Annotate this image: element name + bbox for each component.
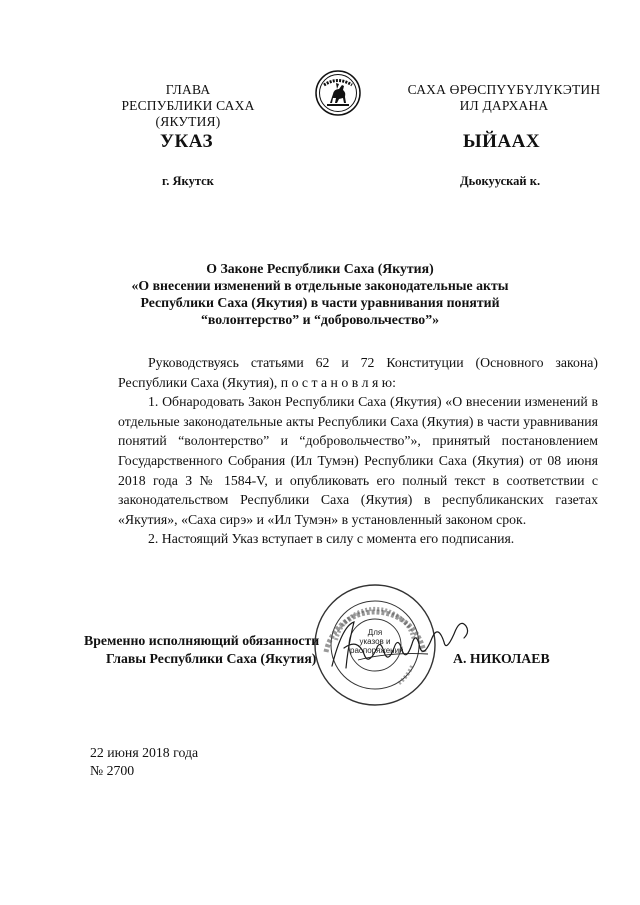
city-sakha: Дьокуускай к. bbox=[460, 174, 541, 188]
title-line1: О Законе Республики Саха (Якутия) bbox=[206, 261, 434, 276]
title-line2: «О внесении изменений в отдельные законодательные акты bbox=[131, 278, 509, 293]
decree-number: № 2700 bbox=[90, 763, 135, 778]
header-left bbox=[88, 82, 288, 130]
preamble: Руководствуясь статьями 62 и 72 Конституции (Основного закона) Республики Саха (Якутия), п о с т а н о в л я ю: bbox=[118, 355, 598, 390]
item-2: 2. Настоящий Указ вступает в силу с момента его подписания. bbox=[148, 531, 515, 547]
signatory-name: А. НИКОЛАЕВ bbox=[453, 651, 550, 666]
title-line4: “волонтерство” и “добровольчество”» bbox=[200, 312, 440, 327]
emblem bbox=[315, 70, 361, 116]
title-line3: Республики Саха (Якутия) в части уравнивания понятий bbox=[140, 295, 500, 310]
city-ru: г. Якутск bbox=[162, 174, 214, 188]
document-title bbox=[0, 260, 640, 328]
doc-type-sakha: ЫЙААХ bbox=[463, 131, 541, 152]
signatory-line2: Главы Республики Саха (Якутия) bbox=[106, 651, 317, 666]
signatory-line1: Временно исполняющий обязанности bbox=[84, 633, 320, 648]
header-left-line2: РЕСПУБЛИКИ САХА (ЯКУТИЯ) bbox=[121, 98, 255, 129]
signatory-title bbox=[84, 632, 319, 668]
document-body bbox=[118, 353, 598, 549]
decree-date: 22 июня 2018 года bbox=[90, 745, 199, 760]
seal-text-line1: Для bbox=[367, 628, 383, 637]
seal-text-line2: указов и bbox=[359, 637, 391, 646]
header-left-line1: ГЛАВА bbox=[165, 82, 211, 97]
seal-text-line3: распоряжений bbox=[350, 646, 404, 655]
header-right-line1: САХА ӨРӨСПҮҮБҮЛҮКЭТИН bbox=[407, 82, 601, 97]
header-right-line2: ИЛ ДАРХАНА bbox=[459, 98, 549, 113]
coat-of-arms-icon bbox=[315, 70, 361, 116]
doc-type-ru: УКАЗ bbox=[160, 131, 213, 152]
item-1: 1. Обнародовать Закон Республики Саха (Якутия) «О внесении изменений в отдельные законодательные акты Республики Саха (Якутия) в части уравнивания понятий “волонтерство” и “добровольчество”», принятый постановлением Государственного Собрания (Ил Тумэн) Республики Саха (Якутия) от 08 июня 2018 года З № 1584-V, и опубликовать его полный текст в соответствии с законодательством Республики Саха (Якутия) в республиканских газетах «Якутия», «Саха сирэ» и «Ил Тумэн» в установленный законом срок. bbox=[118, 394, 598, 527]
header-right bbox=[388, 82, 620, 114]
